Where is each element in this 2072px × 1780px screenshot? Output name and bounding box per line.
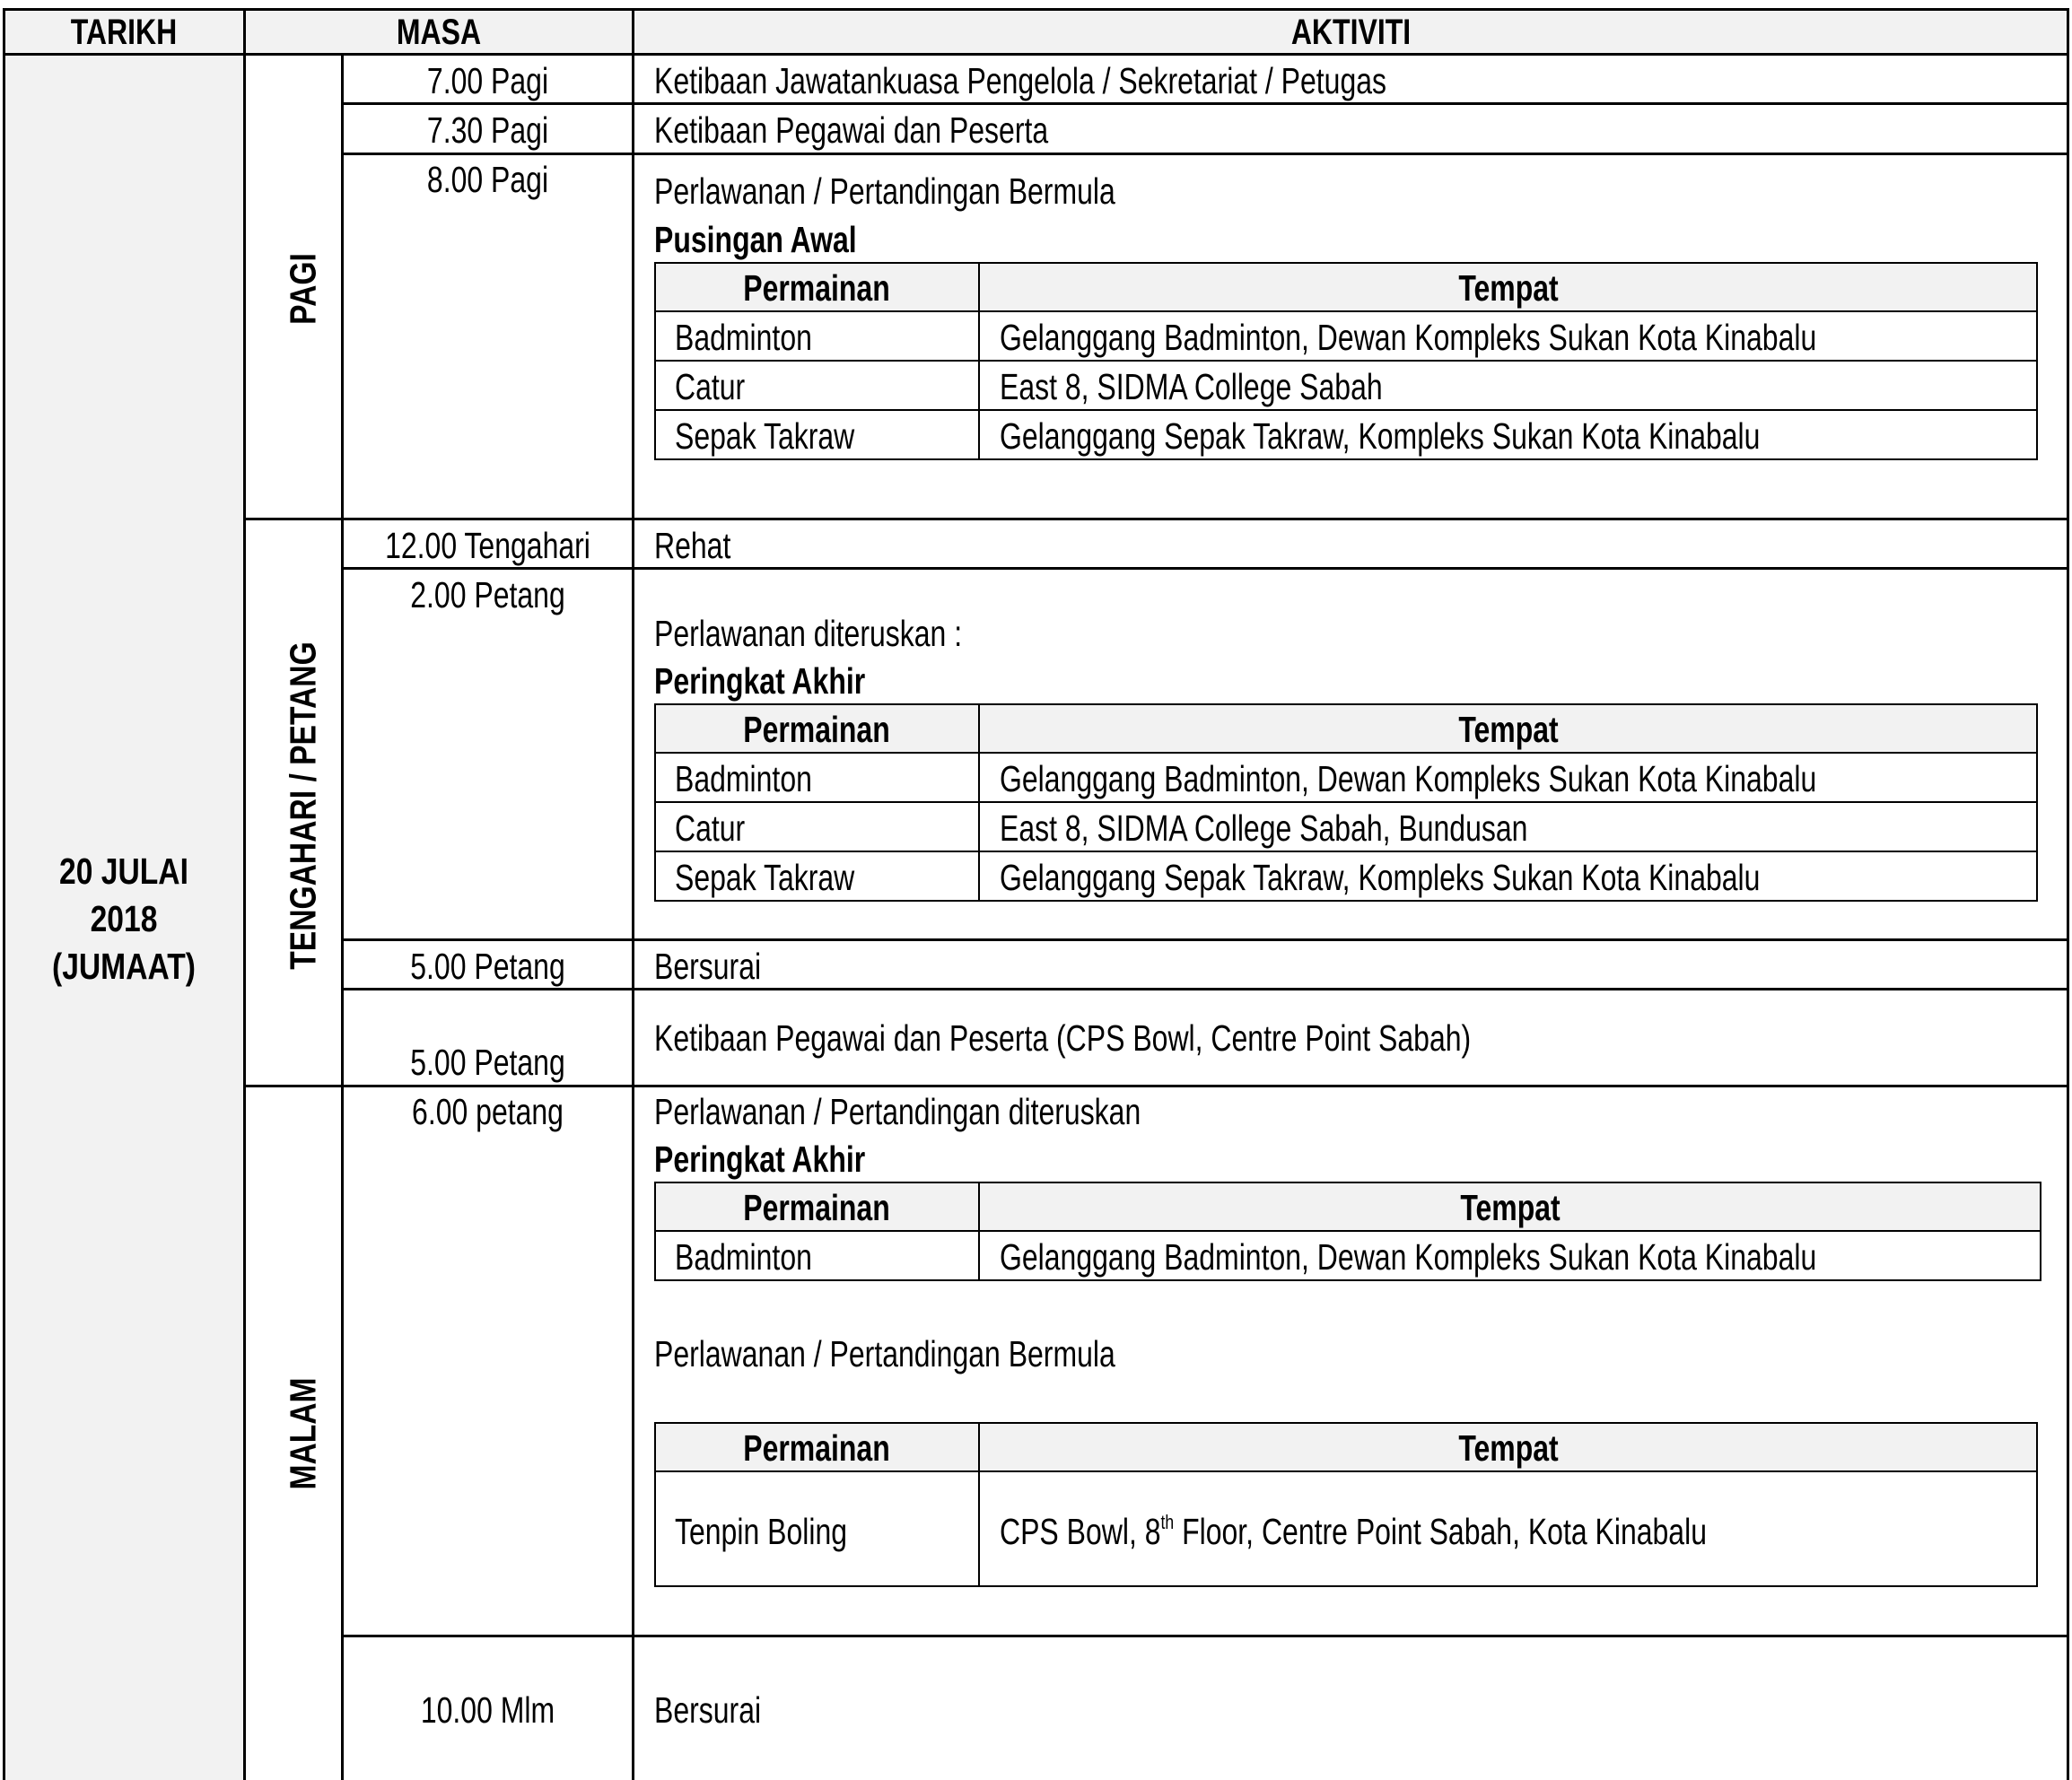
subtable-line [654, 801, 2038, 803]
subtable-cell-venue: Gelanggang Sepak Takraw, Kompleks Sukan Kota Kinabalu [1000, 415, 1761, 457]
subtable-cell-venue: East 8, SIDMA College Sabah [1000, 366, 1383, 407]
grid-line [3, 8, 2069, 11]
activity-text: Perlawanan / Pertandingan Bermula [654, 1333, 1115, 1374]
subtable-line [978, 262, 980, 460]
subtable-line [654, 752, 2038, 754]
subtable-line [654, 262, 656, 460]
subtable-line [654, 1422, 2038, 1424]
activity-text: Rehat [654, 525, 731, 566]
grid-line [342, 102, 2068, 105]
date-weekday: (JUMAAT) [52, 946, 196, 987]
subtable-header-permainan: Permainan [743, 1427, 890, 1469]
subtable-cell-game: Sepak Takraw [675, 857, 855, 898]
subtable-line [654, 1585, 2038, 1587]
subtable-header-tempat: Tempat [1458, 709, 1559, 750]
time-cell: 5.00 Petang [410, 1042, 565, 1083]
time-cell: 6.00 petang [412, 1091, 564, 1132]
activity-text: Ketibaan Jawatankuasa Pengelola / Sekretariat / Petugas [654, 60, 1387, 101]
time-cell: 12.00 Tengahari [385, 525, 590, 566]
header-tarikh: TARIKH [70, 13, 178, 52]
activity-subtitle: Pusingan Awal [654, 219, 857, 260]
subtable-cell-venue [1000, 1511, 1707, 1552]
time-cell: 10.00 Mlm [420, 1689, 555, 1731]
grid-line [342, 988, 2068, 990]
subtable-line [654, 1182, 2041, 1183]
subtable-line [654, 1470, 2038, 1472]
subtable-cell-game: Catur [675, 366, 746, 407]
subtable-cell-game: Badminton [675, 758, 812, 799]
subtable-cell-game: Tenpin Boling [675, 1511, 848, 1552]
activity-subtitle: Peringkat Akhir [654, 660, 866, 702]
date-cell [4, 848, 244, 990]
subtable-line [654, 1279, 2041, 1281]
grid-line [632, 8, 634, 1780]
subtable-cell-game: Catur [675, 807, 746, 849]
subtable-cell-venue: East 8, SIDMA College Sabah, Bundusan [1000, 807, 1528, 849]
subtable-header-tempat: Tempat [1458, 1427, 1559, 1469]
subtable-header-tempat: Tempat [1460, 1187, 1561, 1228]
subtable-line [654, 851, 2038, 852]
grid-line [342, 1635, 2068, 1637]
time-cell: 8.00 Pagi [426, 159, 549, 200]
session-malam: MALAM [282, 1377, 324, 1490]
activity-text: Ketibaan Pegawai dan Peserta [654, 109, 1049, 151]
subtable-line [978, 703, 980, 902]
subtable-line [654, 1422, 656, 1587]
subtable-line [654, 458, 2038, 460]
time-cell: 7.00 Pagi [426, 60, 549, 101]
subtable-cell-game: Badminton [675, 1236, 812, 1278]
activity-text: Ketibaan Pegawai dan Peserta (CPS Bowl, Centre Point Sabah) [654, 1017, 1472, 1059]
grid-line [244, 518, 2068, 520]
subtable-line [2040, 1182, 2041, 1281]
header-aktiviti: AKTIVITI [1290, 13, 1412, 52]
subtable-line [654, 900, 2038, 902]
venue-text: Floor, Centre Point Sabah, Kota Kinabalu [1174, 1511, 1707, 1552]
grid-line [342, 567, 2068, 570]
grid-line [2067, 8, 2069, 1780]
subtable-header-permainan: Permainan [743, 1187, 890, 1228]
time-cell: 7.30 Pagi [426, 109, 549, 151]
date-day-month: 20 JULAI [59, 851, 188, 892]
subtable-line [654, 703, 656, 902]
subtable-header-tempat: Tempat [1458, 267, 1559, 309]
subtable-line [654, 262, 2038, 264]
subtable-line [654, 409, 2038, 411]
date-year: 2018 [90, 898, 158, 939]
subtable-cell-venue: Gelanggang Sepak Takraw, Kompleks Sukan Kota Kinabalu [1000, 857, 1761, 898]
activity-text: Bersurai [654, 946, 762, 987]
subtable-line [654, 703, 2038, 705]
subtable-line [978, 1182, 980, 1281]
subtable-line [654, 310, 2038, 312]
subtable-line [2036, 262, 2038, 460]
grid-line [244, 1085, 2068, 1087]
subtable-line [2036, 703, 2038, 902]
subtable-cell-venue: Gelanggang Badminton, Dewan Kompleks Sukan Kota Kinabalu [1000, 1236, 1817, 1278]
time-cell: 2.00 Petang [410, 574, 565, 615]
activity-subtitle: Peringkat Akhir [654, 1139, 866, 1180]
grid-line [341, 54, 344, 1780]
subtable-line [654, 1182, 656, 1281]
grid-line [342, 153, 2068, 155]
subtable-line [654, 360, 2038, 362]
subtable-header-permainan: Permainan [743, 267, 890, 309]
venue-superscript: th [1160, 1511, 1175, 1534]
activity-text: Bersurai [654, 1689, 762, 1731]
subtable-header-permainan: Permainan [743, 709, 890, 750]
subtable-line [978, 1422, 980, 1587]
session-pagi: PAGI [282, 253, 324, 325]
subtable-line [654, 1230, 2041, 1232]
venue-text: CPS Bowl, 8 [1000, 1511, 1161, 1552]
subtable-cell-venue: Gelanggang Badminton, Dewan Kompleks Sukan Kota Kinabalu [1000, 758, 1817, 799]
subtable-cell-game: Badminton [675, 317, 812, 358]
session-tengahari-petang: TENGAHARI / PETANG [282, 641, 324, 970]
subtable-cell-venue: Gelanggang Badminton, Dewan Kompleks Sukan Kota Kinabalu [1000, 317, 1817, 358]
grid-line [3, 53, 2069, 56]
activity-text: Perlawanan diteruskan : [654, 613, 963, 654]
activity-text: Perlawanan / Pertandingan diteruskan [654, 1091, 1141, 1132]
activity-text: Perlawanan / Pertandingan Bermula [654, 170, 1115, 212]
subtable-cell-game: Sepak Takraw [675, 415, 855, 457]
header-masa: MASA [396, 13, 482, 52]
time-cell: 5.00 Petang [410, 946, 565, 987]
grid-line [342, 938, 2068, 941]
subtable-line [2036, 1422, 2038, 1587]
